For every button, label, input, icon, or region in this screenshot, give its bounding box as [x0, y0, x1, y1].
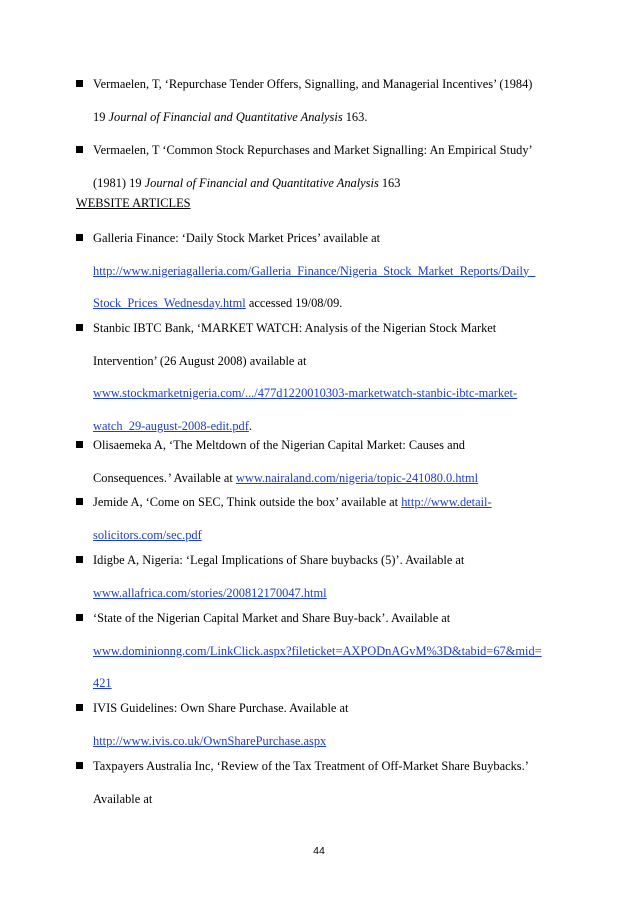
reference-text: IVIS Guidelines: Own Share Purchase. Available at [93, 701, 349, 715]
website-article-line [93, 675, 112, 691]
reference-text: Journal of Financial and Quantitative Analysis [108, 109, 343, 124]
square-bullet-icon [76, 498, 83, 505]
reference-text: Available at [171, 470, 236, 485]
reference-text: Olisaemeka A, ‘The Meltdown of the Nigerian Capital Market: Causes and [93, 438, 465, 452]
reference-link[interactable]: http://www.ivis.co.uk/OwnSharePurchase.aspx [93, 733, 327, 748]
square-bullet-icon [76, 762, 83, 769]
reference-link[interactable]: watch_29-august-2008-edit.pdf [93, 418, 249, 433]
website-article-line [93, 494, 492, 510]
reference-text: ’ [166, 470, 172, 485]
reference-line [93, 175, 400, 191]
reference-text: accessed 19/08/09. [245, 296, 343, 310]
square-bullet-icon [76, 556, 83, 563]
website-article-line [93, 758, 529, 774]
website-article-line [93, 470, 478, 486]
reference-link[interactable]: Stock_Prices_Wednesday.html [93, 296, 246, 310]
website-article-line [93, 527, 202, 543]
reference-link[interactable]: 421 [93, 676, 112, 690]
website-article-line [93, 791, 152, 807]
square-bullet-icon [76, 324, 83, 331]
website-article-line [93, 733, 326, 749]
website-article-line [93, 643, 542, 659]
reference-line [93, 142, 533, 158]
reference-text: Available at [93, 791, 153, 806]
square-bullet-icon [76, 614, 83, 621]
website-article-line [93, 353, 306, 369]
reference-text: (1981) 19 [93, 175, 145, 190]
square-bullet-icon [76, 80, 83, 87]
website-article-line [93, 418, 252, 434]
reference-text: Intervention’ (26 August 2008) available at [93, 353, 307, 368]
reference-text: ‘State of the Nigerian Capital Market and Share Buy-back’. Available at [93, 611, 451, 625]
reference-link[interactable]: www.stockmarketnigeria.com/.../477d1220010303-marketwatch-stanbic-ibtc-market- [93, 386, 518, 400]
reference-link[interactable]: http://www.nigeriagalleria.com/Galleria_Finance/Nigeria_Stock_Market_Reports/Daily_ [93, 263, 536, 278]
reference-text: Jemide A, ‘Come on SEC, Think outside the box’ available at [93, 495, 402, 509]
reference-text: Idigbe A, Nigeria: ‘Legal Implications of Share buybacks (5)’. Available at [93, 553, 465, 567]
website-article-line [93, 610, 450, 626]
website-article-line [93, 320, 496, 336]
website-article-line [93, 700, 348, 716]
reference-text: Vermaelen, T ‘Common Stock Repurchases and Market Signalling: An Empirical Study’ [93, 143, 533, 157]
square-bullet-icon [76, 704, 83, 711]
square-bullet-icon [76, 234, 83, 241]
reference-link[interactable]: www.allafrica.com/stories/200812170047.html [93, 585, 327, 600]
reference-text: Vermaelen, T, ‘Repurchase Tender Offers, Signalling, and Managerial Incentives’ (1984) [93, 77, 533, 91]
reference-link[interactable]: www.dominionng.com/LinkClick.aspx?fileticket=AXPODnAGvM%3D&tabid=67&mid= [93, 643, 542, 658]
reference-text: Taxpayers Australia Inc, ‘Review of the Tax Treatment of Off-Market Share Buybacks.’ [93, 759, 529, 773]
reference-text: Galleria Finance: ‘Daily Stock Market Prices’ available at [93, 231, 381, 245]
website-article-line [93, 585, 327, 601]
section-heading: WEBSITE ARTICLES [76, 196, 191, 210]
reference-text: 163 [378, 175, 401, 190]
website-article-line [93, 437, 465, 453]
reference-text: 19 [93, 109, 109, 124]
reference-text: Consequences. [93, 470, 167, 485]
reference-link[interactable]: http://www.detail- [401, 495, 492, 509]
reference-text: Journal of Financial and Quantitative Analysis [144, 175, 379, 190]
reference-text: 163. [342, 109, 368, 124]
square-bullet-icon [76, 441, 83, 448]
website-article-line [93, 263, 535, 279]
reference-line [93, 76, 532, 92]
website-article-line [93, 552, 464, 568]
website-article-line [93, 295, 342, 311]
website-article-line [93, 385, 517, 401]
reference-text: . [248, 418, 252, 433]
page-number: 44 [313, 845, 325, 857]
reference-link[interactable]: solicitors.com/sec.pdf [93, 527, 202, 542]
reference-text: Stanbic IBTC Bank, ‘MARKET WATCH: Analysis of the Nigerian Stock Market [93, 321, 497, 335]
website-article-line [93, 230, 380, 246]
reference-link[interactable]: www.nairaland.com/nigeria/topic-241080.0.html [235, 470, 479, 485]
reference-line [93, 109, 367, 125]
square-bullet-icon [76, 146, 83, 153]
